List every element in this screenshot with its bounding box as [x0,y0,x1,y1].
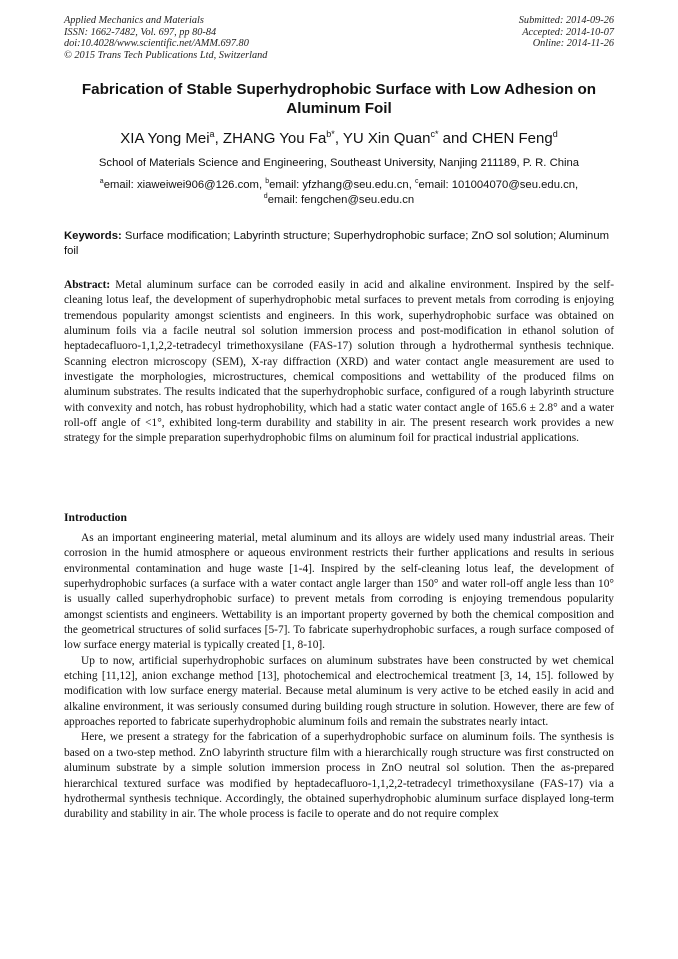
email-mark: b [265,178,270,185]
accepted-date: Accepted: 2014-10-07 [522,26,614,38]
email-text: email: 101004070@seu.edu.cn, [418,179,579,191]
email-text: email: fengchen@seu.edu.cn [267,194,415,206]
paragraph: Here, we present a strategy for the fabrication of a superhydrophobic surface on aluminum foils. The synthesis is based on a two-step method. ZnO labyrinth structure film with a hierarchically rough structure was first constructed on aluminum substrate by a simple solution immersion process in ZnO neutral sol solution. Then the as-prepared hierarchical textured surface was modified by heptadecafluoro-1,1,2,2-tetradecyl trimethoxysilane (FAS-17) via a hydrothermal synthesis technique. Accordingly, the obtained superhydrophobic aluminum surface displayed long-term durability and stability in air. The whole process is facile to operate and do not require complex [64,731,614,821]
journal-doi: doi:10.4028/www.scientific.net/AMM.697.80 [64,38,249,50]
introduction-body [64,531,614,823]
author-name: XIA Yong Mei [120,130,210,147]
email-mark: d [263,193,268,200]
journal-name: Applied Mechanics and Materials [64,15,204,26]
email-line [64,193,614,208]
author-affil-mark: b* [326,129,335,139]
author-name: ZHANG You Fa [222,130,327,147]
email-line [64,178,614,193]
author-separator: , [214,130,223,147]
abstract-text: Metal aluminum surface can be corroded easily in acid and alkaline environment. Inspired by the self-cleaning lotus leaf, the development of superhydrophobic metal surfaces to prevent metals from corroding is enjoying tremendous popularity amongst scientists and engineers. In this work, superhydrophobic surface was obtained on aluminum foils via a facile neutral sol solution immersion process and post-modification in ethanol solution of heptadecafluoro-1,1,2,2-tetradecyl trimethoxysilane (FAS-17) solution through a hydrothermal synthesis technique. Scanning electron microscopy (SEM), X-ray diffraction (XRD) and water contact angle measurement are used to investigate the morphologies, microstructures, chemical compositions and wettability of the produced films on aluminum substrates. The results indicated that the superhydrophobic surface, configured of a rough labyrinth structure with convexity and notch, has robust hydrophobility, which had a static water contact angle of 165.6 ± 2.8° and a water roll-off angle of <1°, exhibited long-term durability and stability in air. The present research work provides a new strategy for the simple preparation superhydrophobic films on aluminum foil for practical industrial applications. [64,279,614,445]
email-text: email: xiaweiwei906@126.com, [103,179,266,191]
affiliation: School of Materials Science and Engineering, Southeast University, Nanjing 211189, P. R. China [98,157,580,169]
journal-issn: ISSN: 1662-7482, Vol. 697, pp 80-84 [64,26,217,38]
abstract-label: Abstract: [64,279,111,291]
journal-copyright: © 2015 Trans Tech Publications Ltd, Switzerland [64,49,268,61]
author-emails [64,178,614,208]
author-separator: , [334,130,343,147]
keywords-text: Surface modification; Labyrinth structure; Superhydrophobic surface; ZnO sol solution; Aluminum foil [64,230,610,257]
journal-info [64,15,267,61]
keywords [64,229,614,259]
email-mark: a [99,178,104,185]
submission-dates [519,15,614,50]
keywords-label: Keywords: [64,230,122,242]
author-separator: and [438,130,472,147]
author-name: CHEN Feng [471,130,553,147]
author-affil-mark: c* [430,129,439,139]
email-text: email: yfzhang@seu.edu.cn, [269,179,415,191]
section-heading-introduction: Introduction [64,511,127,524]
paragraph: Up to now, artificial superhydrophobic surfaces on aluminum substrates have been constructed by wet chemical etching [11,12], anion exchange method [13], photochemical and electrochemical treatment [3, 14, 15]. followed by modification with low surface energy material. Because metal aluminum is very active to be etched easily in acid and alkaline environment, it was seriously consumed during building rough structure in solution. However, there are few of approaches reported to fabricate superhydrophobic aluminum foils and remain the substrates nearly intact. [64,654,614,729]
email-mark: c [415,178,419,185]
online-date: Online: 2014-11-26 [532,38,614,50]
author-name: YU Xin Quan [342,130,431,147]
paper-title: Fabrication of Stable Superhydrophobic Surface with Low Adhesion on Aluminum Foil [81,81,597,117]
author-list [64,130,614,148]
submitted-date: Submitted: 2014-09-26 [518,15,614,26]
paragraph: As an important engineering material, metal aluminum and its alloys are widely used many industrial areas. Their corrosion in the humid atmosphere or aqueous environment restricts their further applications and results in serious environmental contamination and huge waste [1-4]. Inspired by the self-cleaning lotus leaf, the development of superhydrophobic surfaces (a surface with a water contact angle larger than 150° and water roll-off angle less than 10° is usually called superhydrophobic surface) to prevent metals from corroding is enjoying tremendous popularity amongst scientists and engineers. Wettability is an important property governed by both the chemical composition and the geometrical structures of solid surfaces [5-7]. To fabricate superhydrophobic surfaces, a rough surface composed of low surface energy material is typically created [1, 8-10]. [64,532,614,652]
author-affil-mark: d [552,129,558,139]
abstract [64,278,614,447]
author-affil-mark: a [209,129,215,139]
